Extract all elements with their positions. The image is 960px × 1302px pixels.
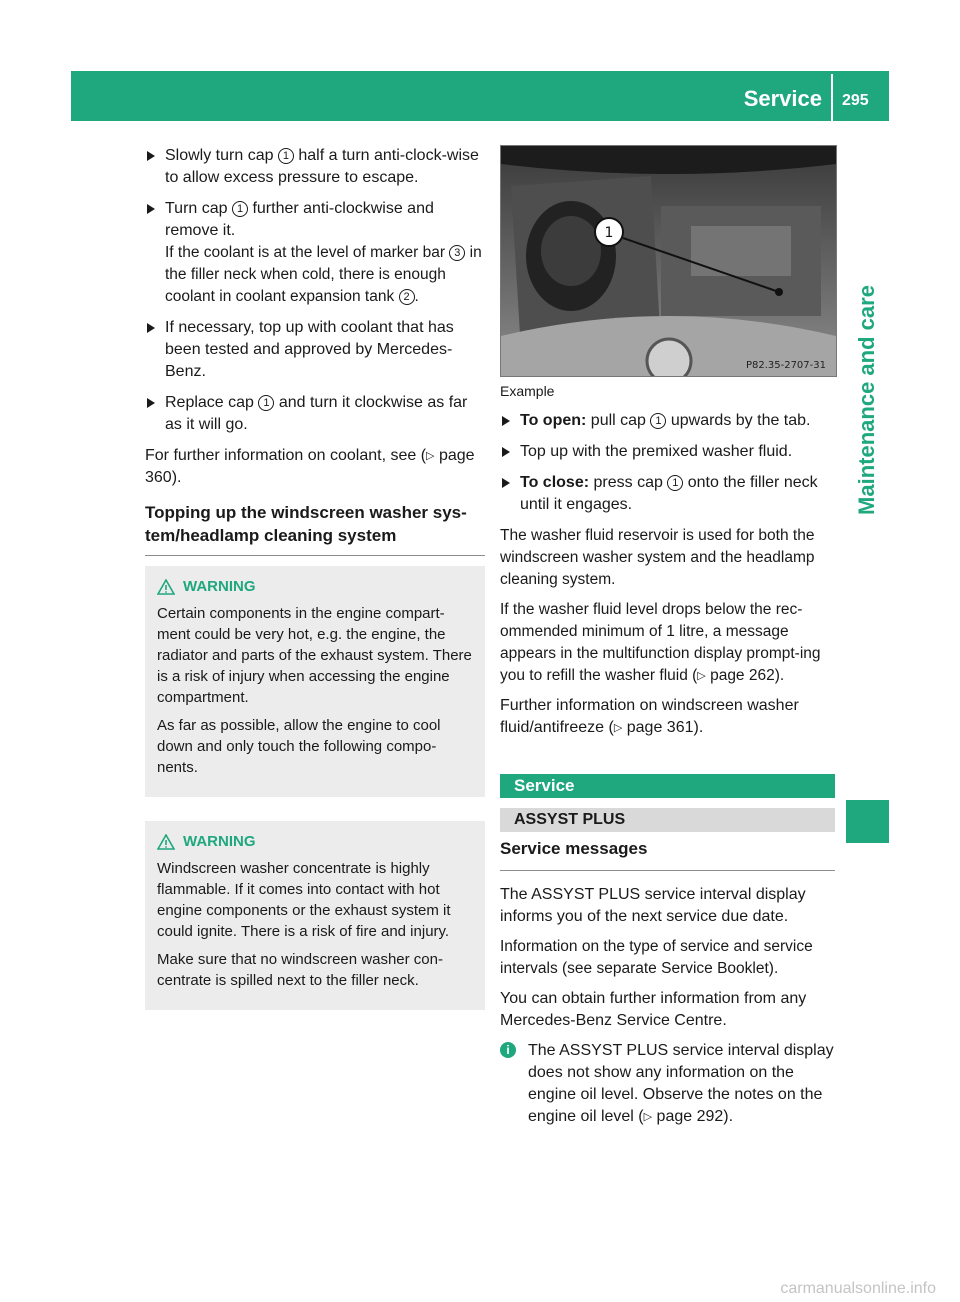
callout-num: 2 (399, 289, 415, 305)
step-arrow-icon (502, 416, 510, 426)
further-info-coolant: For further information on coolant, see (▷ page 360). (145, 447, 475, 486)
antifreeze-text: Further information on windscreen washer fluid/antifreeze (▷ page 361). (500, 697, 799, 736)
warning-text: Certain components in the engine compart-ment could be very hot, e.g. the engine, the radiator and parts of the exhaust system. There is a risk of injury when accessing the engine compartment. (157, 605, 472, 706)
assyst-plus-bar: ASSYST PLUS (500, 808, 835, 832)
callout-num: 3 (449, 245, 465, 261)
callout-num: 1 (278, 148, 294, 164)
warning-triangle-icon (157, 834, 175, 850)
callout-num: 1 (667, 475, 683, 491)
step-top-up-coolant: If necessary, top up with coolant that has been tested and approved by Mercedes-Benz. (145, 317, 485, 383)
page-ref-icon: ▷ (697, 670, 706, 682)
warning-text: Make sure that no windscreen washer con-centrate is spilled next to the filler neck. (157, 951, 443, 989)
step-to-close: To close: press cap 1 onto the filler neck until it engages. (500, 472, 835, 516)
step-turn-cap: Turn cap 1 further anti-clockwise and remove it. (145, 198, 485, 242)
step-arrow-icon (147, 204, 155, 214)
warning-text: As far as possible, allow the engine to cool down and only touch the following compo-nents. (157, 717, 441, 776)
side-tab-label: Maintenance and care (854, 285, 879, 515)
page-ref-icon: ▷ (613, 722, 623, 734)
callout-num: 1 (650, 413, 666, 429)
warning-header: WARNING (157, 576, 473, 597)
step-arrow-icon (147, 398, 155, 408)
callout-num: 1 (232, 201, 248, 217)
warning-triangle-icon (157, 579, 175, 595)
level-text: If the washer fluid level drops below the rec-ommended minimum of 1 litre, a message appears in the multifunction display prompt-ing you to refill the washer fluid (▷ page 262). (500, 601, 821, 684)
header-title: Service (743, 86, 822, 111)
step-arrow-icon (502, 478, 510, 488)
warning-text: Windscreen washer concentrate is highly flammable. If it comes into contact with hot engine components or the exhaust system it could ignite. There is a risk of fire and injury. (157, 860, 451, 940)
right-column (500, 380, 835, 1136)
header-divider (831, 74, 833, 121)
photo-callout: 1 (604, 225, 614, 241)
service-para: Information on the type of service and service intervals (see separate Service Booklet). (500, 938, 813, 977)
step-to-open: To open: pull cap 1 upwards by the tab. (500, 410, 835, 432)
photo-caption: Example (500, 383, 555, 399)
side-tab-marker (846, 800, 889, 843)
section-heading: Topping up the windscreen washer sys-tem/headlamp cleaning system (145, 501, 485, 556)
step-arrow-icon (147, 151, 155, 161)
callout-num: 1 (258, 395, 274, 411)
info-note: i The ASSYST PLUS service interval display does not show any information on the engine oil level. Observe the notes on the engine oil level (▷ page 292). (500, 1040, 835, 1128)
page-ref-icon: ▷ (426, 450, 435, 462)
step-top-up-washer: Top up with the premixed washer fluid. (500, 441, 835, 463)
step-arrow-icon (147, 323, 155, 333)
warning-box-flammable (145, 821, 485, 1010)
photo-code: P82.35-2707-31 (745, 360, 826, 371)
engine-bay-illustration (501, 146, 836, 376)
step-slowly-turn-cap: Slowly turn cap 1 half a turn anti-clock-wise to allow excess pressure to escape. (145, 145, 485, 189)
service-para: You can obtain further information from any Mercedes-Benz Service Centre. (500, 990, 807, 1029)
coolant-level-note: If the coolant is at the level of marker bar 3 in the filler neck when cold, there is enough coolant in coolant expansion tank 2 . (165, 244, 482, 305)
service-section-bar: Service (500, 774, 835, 798)
reservoir-text: The washer fluid reservoir is used for both the windscreen washer system and the headlamp cleaning system. (500, 527, 815, 588)
step-replace-cap: Replace cap 1 and turn it clockwise as far as it will go. (145, 392, 485, 436)
engine-photo (500, 145, 837, 377)
left-column (145, 145, 485, 1034)
warning-header: WARNING (157, 831, 473, 852)
warning-box-hot-components (145, 566, 485, 797)
page-number: 295 (842, 92, 869, 109)
service-messages-heading: Service messages (500, 838, 835, 871)
step-arrow-icon (502, 447, 510, 457)
info-icon: i (500, 1042, 516, 1058)
page-ref-icon: ▷ (643, 1111, 653, 1123)
service-para: The ASSYST PLUS service interval display informs you of the next service due date. (500, 886, 806, 925)
footer-watermark: carmanualsonline.info (780, 1280, 936, 1297)
